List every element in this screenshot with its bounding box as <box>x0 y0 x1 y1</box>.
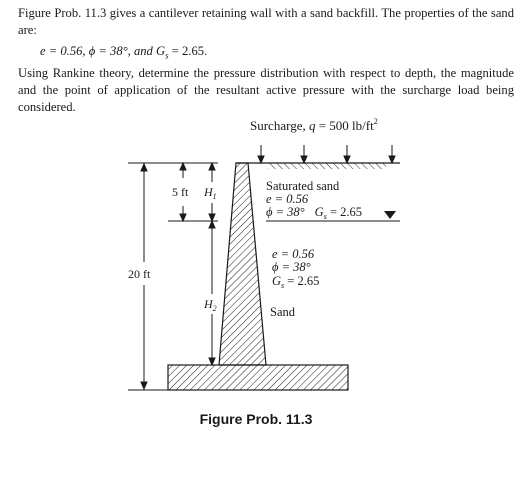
dimension-20ft-label: 20 ft <box>128 267 151 281</box>
lower-layer-e: e = 0.56 <box>272 247 315 261</box>
properties-suffix: = 2.65. <box>168 44 208 58</box>
dimension-h1-label: $H_1$ <box>204 185 217 201</box>
lower-layer-phi: ϕ = 38° <box>272 260 311 274</box>
surcharge-label: Surcharge, q = 500 $lb/ft^2$ <box>250 117 378 133</box>
upper-layer-name: Saturated sand <box>266 179 340 193</box>
upper-layer-e: e = 0.56 <box>266 192 309 206</box>
ground-surface-hatch <box>268 163 386 169</box>
lower-layer-gs: $G_s = 2.65$ <box>272 274 320 290</box>
water-table-marker <box>384 211 396 219</box>
properties-subscript: s <box>165 50 169 61</box>
upper-layer-properties <box>266 179 362 221</box>
problem-intro: Figure Prob. 11.3 gives a cantilever retaining wall with a sand backfill. The properties of the sand are: <box>18 6 514 37</box>
surcharge-arrows <box>258 145 395 163</box>
figure-caption: Figure Prob. 11.3 <box>199 411 313 427</box>
lower-layer-name: Sand <box>270 305 295 319</box>
dimension-h2-label: $H_2$ <box>204 297 217 313</box>
wall-base-slab <box>168 365 348 390</box>
lower-layer-properties <box>270 247 319 319</box>
upper-layer-phi-gs: ϕ = 38° $G_s = 2.65$ <box>266 205 362 221</box>
dimension-h2 <box>209 221 215 365</box>
wall-stem <box>219 163 266 365</box>
dimension-5ft-label: 5 ft <box>172 185 189 199</box>
problem-question: Using Rankine theory, determine the pressure distribution with respect to depth, the magnitude and the point of application of the resultant active pressure with the surcharge load being considered. <box>18 66 514 114</box>
properties-text: e = 0.56, ϕ = 38°, and G <box>40 44 166 58</box>
